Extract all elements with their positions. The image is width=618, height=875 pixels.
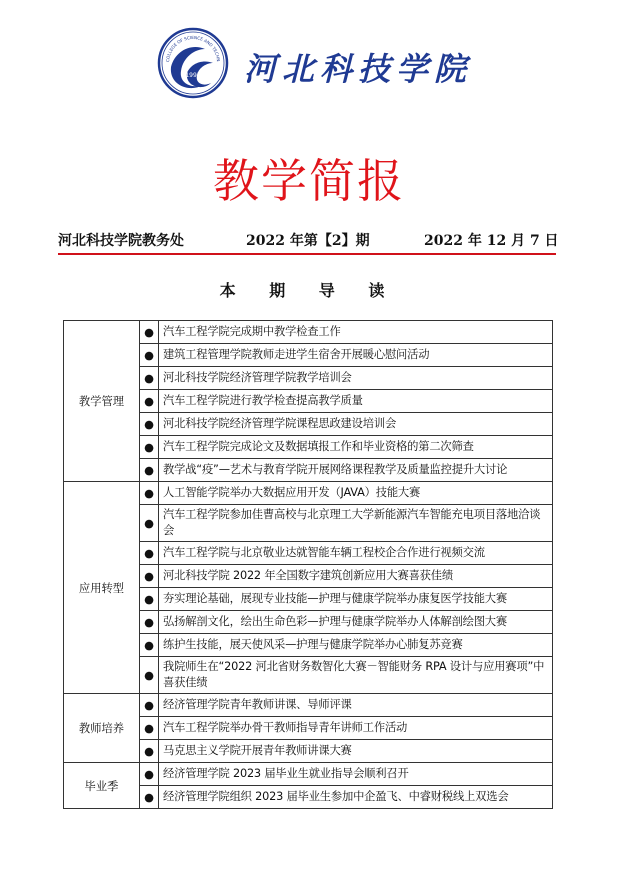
issue-info-line: [58, 230, 558, 252]
contents-item-link[interactable]: 人工智能学院举办大数据应用开发（JAVA）技能大赛: [159, 482, 553, 505]
table-row: [64, 763, 553, 786]
contents-item-link[interactable]: 河北科技学院 2022 年全国数字建筑创新应用大赛喜获佳绩: [159, 565, 553, 588]
contents-item-link[interactable]: 汽车工程学院与北京敬业达就智能车辆工程校企合作进行视频交流: [159, 542, 553, 565]
bullet-icon: ●: [140, 367, 159, 390]
contents-item-link[interactable]: 练护生技能，展天使风采—护理与健康学院举办心肺复苏竞赛: [159, 634, 553, 657]
contents-item-link[interactable]: 夯实理论基础，展现专业技能—护理与健康学院举办康复医学技能大赛: [159, 588, 553, 611]
college-name: 河北科技学院: [244, 50, 473, 88]
bullet-icon: ●: [140, 634, 159, 657]
bullet-icon: ●: [140, 542, 159, 565]
bullet-icon: ●: [140, 763, 159, 786]
bullet-icon: ●: [140, 436, 159, 459]
contents-item-link[interactable]: 汽车工程学院参加佳曹高校与北京理工大学新能源汽车智能充电项目落地洽谈会: [159, 505, 553, 542]
red-divider: [58, 253, 556, 255]
table-row: [64, 694, 553, 717]
bullet-icon: ●: [140, 694, 159, 717]
contents-item-link[interactable]: 汽车工程学院举办骨干教师指导青年讲师工作活动: [159, 717, 553, 740]
category-cell: 教学管理: [64, 321, 140, 482]
contents-item-link[interactable]: 经济管理学院组织 2023 届毕业生参加中企盈飞、中睿财税线上双选会: [159, 786, 553, 809]
bullet-icon: ●: [140, 390, 159, 413]
bullet-icon: ●: [140, 344, 159, 367]
contents-item-link[interactable]: 汽车工程学院进行教学检查提高教学质量: [159, 390, 553, 413]
issue-number: 2022 年第【2】期: [246, 233, 370, 249]
category-cell: 应用转型: [64, 482, 140, 694]
category-cell: 教师培养: [64, 694, 140, 763]
bullet-icon: ●: [140, 413, 159, 436]
table-row: [64, 321, 553, 344]
contents-item-link[interactable]: 汽车工程学院完成论文及数据填报工作和毕业资格的第二次筛查: [159, 436, 553, 459]
contents-item-link[interactable]: 弘扬解剖文化，绘出生命色彩—护理与健康学院举办人体解剖绘图大赛: [159, 611, 553, 634]
contents-item-link[interactable]: 马克思主义学院开展青年教师讲课大赛: [159, 740, 553, 763]
bullet-icon: ●: [140, 565, 159, 588]
bulletin-title: 教学简报: [213, 154, 405, 208]
bullet-icon: ●: [140, 786, 159, 809]
contents-item-link[interactable]: 汽车工程学院完成期中教学检查工作: [159, 321, 553, 344]
logo-year: 1991: [185, 72, 201, 79]
contents-item-link[interactable]: 经济管理学院 2023 届毕业生就业指导会顺利召开: [159, 763, 553, 786]
college-logo: [157, 27, 229, 99]
bullet-icon: ●: [140, 740, 159, 763]
bullet-icon: ●: [140, 717, 159, 740]
contents-table: [63, 320, 553, 809]
table-row: [64, 482, 553, 505]
bullet-icon: ●: [140, 611, 159, 634]
contents-item-link[interactable]: 建筑工程管理学院教师走进学生宿舍开展暖心慰问活动: [159, 344, 553, 367]
bullet-icon: ●: [140, 482, 159, 505]
department-name: 河北科技学院教务处: [58, 233, 184, 249]
bullet-icon: ●: [140, 459, 159, 482]
logo-ring-text: COLLEGE OF SCIENCE AND TECHN: [164, 34, 221, 63]
toc-title: 本 期 导 读: [219, 281, 399, 300]
bullet-icon: ●: [140, 321, 159, 344]
contents-item-link[interactable]: 我院师生在“2022 河北省财务数智化大赛－智能财务 RPA 设计与应用赛项”中喜获佳绩: [159, 657, 553, 694]
bullet-icon: ●: [140, 588, 159, 611]
contents-item-link[interactable]: 河北科技学院经济管理学院课程思政建设培训会: [159, 413, 553, 436]
bullet-icon: ●: [140, 657, 159, 694]
contents-item-link[interactable]: 经济管理学院青年教师讲课、导师评课: [159, 694, 553, 717]
contents-item-link[interactable]: 河北科技学院经济管理学院教学培训会: [159, 367, 553, 390]
category-cell: 毕业季: [64, 763, 140, 809]
header: [0, 0, 618, 120]
bullet-icon: ●: [140, 505, 159, 542]
contents-item-link[interactable]: 教学战“疫”—艺术与教育学院开展网络课程教学及质量监控提升大讨论: [159, 459, 553, 482]
issue-date: 2022 年 12 月 7 日: [424, 233, 559, 249]
